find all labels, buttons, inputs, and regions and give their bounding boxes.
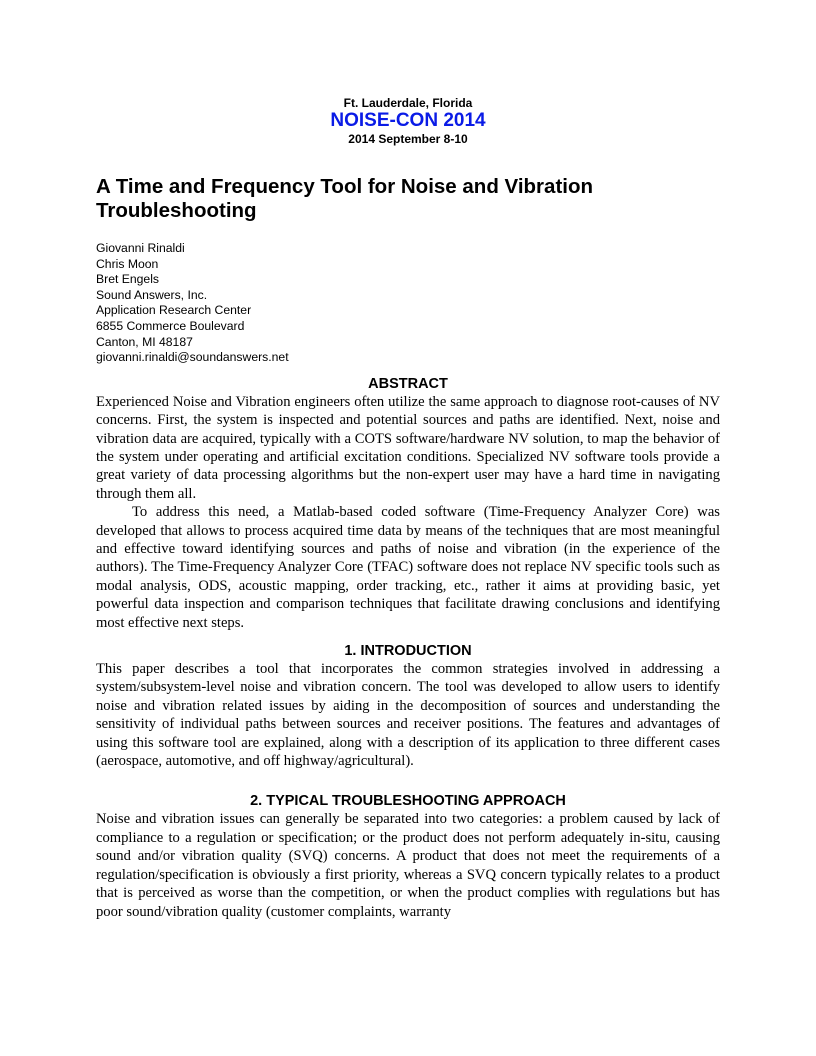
author-block [96, 241, 720, 366]
author-line: Bret Engels [96, 272, 160, 287]
address-line: Canton, MI 48187 [96, 334, 193, 349]
affiliation-line: Sound Answers, Inc. [96, 287, 208, 302]
troubleshooting-paragraph: Noise and vibration issues can generally be separated into two categories: a problem caused by lack of compliance to a regulation or specification; or the product does not perform adequately in-situ, causing sound and/or vibration quality (SVQ) concerns. A product that does not meet the requirements of a regulation/specification is obviously a first priority, whereas a SVQ concern typically relates to a product that is perceived as worse than the competition, or when the product complies with regulations but has poor sound/vibration quality (customer complaints, warranty [96, 811, 720, 920]
paper-title-line-1: A Time and Frequency Tool for Noise and Vibration [96, 175, 594, 198]
introduction-paragraph: This paper describes a tool that incorporates the common strategies involved in addressing a system/subsystem-level noise and vibration concern. The tool was developed to allow users to identify noise and vibration related issues by aiding in the decomposition of sources and understanding the sensitivity of individual paths between sources and receiver positions. The features and advantages of using this software tool are explained, along with a description of its application to three different cases (aerospace, automotive, and off highway/agricultural). [96, 661, 720, 770]
affiliation-line: Application Research Center [96, 303, 252, 318]
conference-header [96, 96, 720, 146]
paper-title [96, 175, 720, 223]
author-line: Chris Moon [96, 256, 159, 271]
introduction-heading: 1. INTRODUCTION [344, 643, 472, 660]
troubleshooting-heading: 2. TYPICAL TROUBLESHOOTING APPROACH [250, 793, 566, 810]
conference-location: Ft. Lauderdale, Florida [343, 96, 473, 110]
author-line: Giovanni Rinaldi [96, 241, 185, 255]
author-email: giovanni.rinaldi@soundanswers.net [96, 350, 289, 365]
abstract-heading: ABSTRACT [368, 375, 448, 392]
conference-date: 2014 September 8-10 [348, 132, 468, 146]
paper-title-line-2: Troubleshooting [96, 199, 257, 222]
abstract-paragraph-2: To address this need, a Matlab-based coded software (Time-Frequency Analyzer Core) was developed that allows to process acquired time data by means of the techniques that are most meaningful and effective toward identifying sources and paths of noise and vibration (in the experience of the authors). The Time-Frequency Analyzer Core (TFAC) software does not replace NV specific tools such as modal analysis, ODS, acoustic mapping, order tracking, etc., rather it aims at providing basic, yet powerful data inspection and comparison techniques that facilitate drawing conclusions and identifying most effective next steps. [96, 504, 720, 631]
conference-name: NOISE-CON 2014 [330, 110, 486, 131]
page [96, 96, 720, 921]
address-line: 6855 Commerce Boulevard [96, 318, 245, 333]
abstract-paragraph-1: Experienced Noise and Vibration engineers often utilize the same approach to diagnose root-causes of NV concerns. First, the system is inspected and potential sources and paths are identified. Next, noise and vibration data are acquired, typically with a COTS software/hardware NV solution, to map the behavior of the system under operating and artificial excitation conditions. Specialized NV software tools provide a great variety of data processing algorithms but the non-expert user may have a hard time in navigating through them all. [96, 393, 720, 502]
